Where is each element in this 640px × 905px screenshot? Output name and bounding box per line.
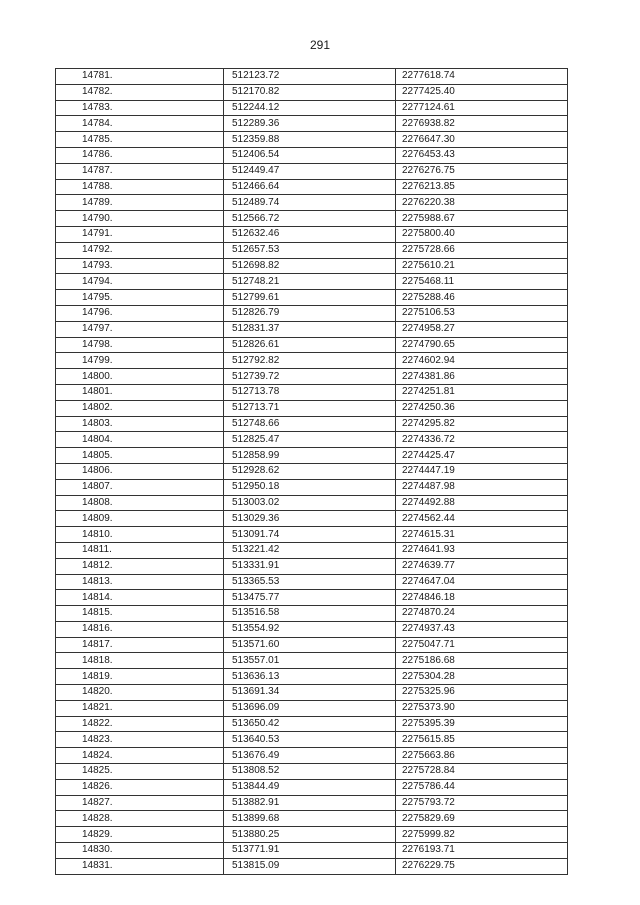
table-row [56, 353, 568, 369]
y-coordinate-cell: 2275395.39 [396, 716, 568, 732]
table-row [56, 574, 568, 590]
point-number-cell: 14800. [56, 369, 224, 385]
y-coordinate-cell: 2275793.72 [396, 795, 568, 811]
table-row [56, 400, 568, 416]
y-coordinate-cell: 2274602.94 [396, 353, 568, 369]
y-coordinate-cell: 2274937.43 [396, 621, 568, 637]
table-row [56, 195, 568, 211]
table-row [56, 621, 568, 637]
y-coordinate-cell: 2274790.65 [396, 337, 568, 353]
point-number-cell: 14809. [56, 511, 224, 527]
point-number-cell: 14783. [56, 100, 224, 116]
x-coordinate-cell: 513650.42 [224, 716, 396, 732]
table-row [56, 132, 568, 148]
point-number-cell: 14827. [56, 795, 224, 811]
x-coordinate-cell: 513696.09 [224, 700, 396, 716]
point-number-cell: 14817. [56, 637, 224, 653]
point-number-cell: 14798. [56, 337, 224, 353]
table-row [56, 448, 568, 464]
x-coordinate-cell: 512713.78 [224, 384, 396, 400]
table-row [56, 653, 568, 669]
x-coordinate-cell: 512698.82 [224, 258, 396, 274]
point-number-cell: 14812. [56, 558, 224, 574]
x-coordinate-cell: 512792.82 [224, 353, 396, 369]
point-number-cell: 14830. [56, 843, 224, 859]
point-number-cell: 14826. [56, 779, 224, 795]
table-row [56, 258, 568, 274]
y-coordinate-cell: 2275106.53 [396, 305, 568, 321]
table-row [56, 84, 568, 100]
x-coordinate-cell: 513554.92 [224, 621, 396, 637]
y-coordinate-cell: 2276229.75 [396, 858, 568, 874]
y-coordinate-cell: 2274870.24 [396, 606, 568, 622]
table-row [56, 274, 568, 290]
x-coordinate-cell: 512799.61 [224, 290, 396, 306]
y-coordinate-cell: 2275304.28 [396, 669, 568, 685]
table-row [56, 369, 568, 385]
x-coordinate-cell: 512566.72 [224, 211, 396, 227]
point-number-cell: 14813. [56, 574, 224, 590]
point-number-cell: 14788. [56, 179, 224, 195]
table-row [56, 685, 568, 701]
y-coordinate-cell: 2275988.67 [396, 211, 568, 227]
x-coordinate-cell: 512632.46 [224, 226, 396, 242]
y-coordinate-cell: 2276220.38 [396, 195, 568, 211]
x-coordinate-cell: 513003.02 [224, 495, 396, 511]
table-row [56, 384, 568, 400]
table-row [56, 748, 568, 764]
y-coordinate-cell: 2275468.11 [396, 274, 568, 290]
x-coordinate-cell: 513516.58 [224, 606, 396, 622]
x-coordinate-cell: 513808.52 [224, 764, 396, 780]
table-row [56, 290, 568, 306]
table-row [56, 305, 568, 321]
y-coordinate-cell: 2276647.30 [396, 132, 568, 148]
y-coordinate-cell: 2276938.82 [396, 116, 568, 132]
point-number-cell: 14794. [56, 274, 224, 290]
point-number-cell: 14784. [56, 116, 224, 132]
y-coordinate-cell: 2274641.93 [396, 542, 568, 558]
table-row [56, 100, 568, 116]
point-number-cell: 14806. [56, 463, 224, 479]
table-row [56, 226, 568, 242]
y-coordinate-cell: 2274846.18 [396, 590, 568, 606]
table-row [56, 716, 568, 732]
table-row [56, 779, 568, 795]
x-coordinate-cell: 512406.54 [224, 147, 396, 163]
table-row [56, 147, 568, 163]
coordinates-table-body [56, 69, 568, 875]
y-coordinate-cell: 2275288.46 [396, 290, 568, 306]
point-number-cell: 14822. [56, 716, 224, 732]
table-row [56, 527, 568, 543]
table-row [56, 479, 568, 495]
x-coordinate-cell: 513636.13 [224, 669, 396, 685]
point-number-cell: 14825. [56, 764, 224, 780]
y-coordinate-cell: 2274250.36 [396, 400, 568, 416]
y-coordinate-cell: 2276213.85 [396, 179, 568, 195]
y-coordinate-cell: 2274958.27 [396, 321, 568, 337]
table-row [56, 858, 568, 874]
x-coordinate-cell: 512825.47 [224, 432, 396, 448]
x-coordinate-cell: 512858.99 [224, 448, 396, 464]
x-coordinate-cell: 512826.79 [224, 305, 396, 321]
table-row [56, 795, 568, 811]
y-coordinate-cell: 2277618.74 [396, 69, 568, 85]
x-coordinate-cell: 512950.18 [224, 479, 396, 495]
table-row [56, 542, 568, 558]
y-coordinate-cell: 2274562.44 [396, 511, 568, 527]
y-coordinate-cell: 2275728.84 [396, 764, 568, 780]
x-coordinate-cell: 512831.37 [224, 321, 396, 337]
point-number-cell: 14804. [56, 432, 224, 448]
table-row [56, 732, 568, 748]
point-number-cell: 14831. [56, 858, 224, 874]
x-coordinate-cell: 512713.71 [224, 400, 396, 416]
point-number-cell: 14801. [56, 384, 224, 400]
y-coordinate-cell: 2276453.43 [396, 147, 568, 163]
x-coordinate-cell: 512244.12 [224, 100, 396, 116]
x-coordinate-cell: 513815.09 [224, 858, 396, 874]
y-coordinate-cell: 2275610.21 [396, 258, 568, 274]
x-coordinate-cell: 512449.47 [224, 163, 396, 179]
table-row [56, 463, 568, 479]
y-coordinate-cell: 2274639.77 [396, 558, 568, 574]
table-row [56, 242, 568, 258]
point-number-cell: 14811. [56, 542, 224, 558]
point-number-cell: 14805. [56, 448, 224, 464]
x-coordinate-cell: 512170.82 [224, 84, 396, 100]
y-coordinate-cell: 2276276.75 [396, 163, 568, 179]
x-coordinate-cell: 512739.72 [224, 369, 396, 385]
y-coordinate-cell: 2275786.44 [396, 779, 568, 795]
point-number-cell: 14789. [56, 195, 224, 211]
x-coordinate-cell: 513882.91 [224, 795, 396, 811]
point-number-cell: 14787. [56, 163, 224, 179]
x-coordinate-cell: 513221.42 [224, 542, 396, 558]
x-coordinate-cell: 513365.53 [224, 574, 396, 590]
y-coordinate-cell: 2274447.19 [396, 463, 568, 479]
point-number-cell: 14821. [56, 700, 224, 716]
table-row [56, 495, 568, 511]
x-coordinate-cell: 513475.77 [224, 590, 396, 606]
point-number-cell: 14802. [56, 400, 224, 416]
x-coordinate-cell: 513691.34 [224, 685, 396, 701]
x-coordinate-cell: 513880.25 [224, 827, 396, 843]
point-number-cell: 14820. [56, 685, 224, 701]
x-coordinate-cell: 513899.68 [224, 811, 396, 827]
y-coordinate-cell: 2275999.82 [396, 827, 568, 843]
point-number-cell: 14781. [56, 69, 224, 85]
table-row [56, 590, 568, 606]
point-number-cell: 14823. [56, 732, 224, 748]
point-number-cell: 14810. [56, 527, 224, 543]
point-number-cell: 14814. [56, 590, 224, 606]
y-coordinate-cell: 2275615.85 [396, 732, 568, 748]
y-coordinate-cell: 2274492.88 [396, 495, 568, 511]
point-number-cell: 14824. [56, 748, 224, 764]
point-number-cell: 14797. [56, 321, 224, 337]
y-coordinate-cell: 2274615.31 [396, 527, 568, 543]
y-coordinate-cell: 2277425.40 [396, 84, 568, 100]
table-row [56, 511, 568, 527]
y-coordinate-cell: 2274295.82 [396, 416, 568, 432]
point-number-cell: 14791. [56, 226, 224, 242]
y-coordinate-cell: 2275663.86 [396, 748, 568, 764]
x-coordinate-cell: 512466.64 [224, 179, 396, 195]
y-coordinate-cell: 2275186.68 [396, 653, 568, 669]
table-row [56, 116, 568, 132]
y-coordinate-cell: 2277124.61 [396, 100, 568, 116]
x-coordinate-cell: 513029.36 [224, 511, 396, 527]
y-coordinate-cell: 2275373.90 [396, 700, 568, 716]
point-number-cell: 14816. [56, 621, 224, 637]
table-row [56, 669, 568, 685]
y-coordinate-cell: 2274647.04 [396, 574, 568, 590]
table-row [56, 69, 568, 85]
page-number: 291 [309, 38, 331, 52]
y-coordinate-cell: 2274381.86 [396, 369, 568, 385]
y-coordinate-cell: 2275325.96 [396, 685, 568, 701]
point-number-cell: 14828. [56, 811, 224, 827]
x-coordinate-cell: 513771.91 [224, 843, 396, 859]
point-number-cell: 14807. [56, 479, 224, 495]
x-coordinate-cell: 512359.88 [224, 132, 396, 148]
y-coordinate-cell: 2274425.47 [396, 448, 568, 464]
y-coordinate-cell: 2274251.81 [396, 384, 568, 400]
x-coordinate-cell: 512123.72 [224, 69, 396, 85]
x-coordinate-cell: 513676.49 [224, 748, 396, 764]
x-coordinate-cell: 513571.60 [224, 637, 396, 653]
point-number-cell: 14782. [56, 84, 224, 100]
point-number-cell: 14796. [56, 305, 224, 321]
point-number-cell: 14815. [56, 606, 224, 622]
table-row [56, 827, 568, 843]
table-row [56, 700, 568, 716]
point-number-cell: 14792. [56, 242, 224, 258]
table-row [56, 211, 568, 227]
x-coordinate-cell: 512826.61 [224, 337, 396, 353]
x-coordinate-cell: 513557.01 [224, 653, 396, 669]
table-row [56, 321, 568, 337]
x-coordinate-cell: 513091.74 [224, 527, 396, 543]
point-number-cell: 14803. [56, 416, 224, 432]
point-number-cell: 14786. [56, 147, 224, 163]
table-row [56, 764, 568, 780]
y-coordinate-cell: 2274336.72 [396, 432, 568, 448]
x-coordinate-cell: 512748.21 [224, 274, 396, 290]
x-coordinate-cell: 512748.66 [224, 416, 396, 432]
point-number-cell: 14790. [56, 211, 224, 227]
table-row [56, 811, 568, 827]
point-number-cell: 14829. [56, 827, 224, 843]
point-number-cell: 14808. [56, 495, 224, 511]
table-row [56, 163, 568, 179]
point-number-cell: 14795. [56, 290, 224, 306]
y-coordinate-cell: 2276193.71 [396, 843, 568, 859]
coordinates-table [55, 68, 568, 875]
table-row [56, 637, 568, 653]
table-row [56, 606, 568, 622]
table-row [56, 843, 568, 859]
x-coordinate-cell: 512289.36 [224, 116, 396, 132]
y-coordinate-cell: 2275800.40 [396, 226, 568, 242]
x-coordinate-cell: 512657.53 [224, 242, 396, 258]
point-number-cell: 14819. [56, 669, 224, 685]
x-coordinate-cell: 512489.74 [224, 195, 396, 211]
x-coordinate-cell: 513844.49 [224, 779, 396, 795]
table-row [56, 179, 568, 195]
y-coordinate-cell: 2275829.69 [396, 811, 568, 827]
table-row [56, 432, 568, 448]
table-row [56, 558, 568, 574]
point-number-cell: 14793. [56, 258, 224, 274]
point-number-cell: 14799. [56, 353, 224, 369]
table-row [56, 337, 568, 353]
y-coordinate-cell: 2275047.71 [396, 637, 568, 653]
y-coordinate-cell: 2274487.98 [396, 479, 568, 495]
table-row [56, 416, 568, 432]
point-number-cell: 14785. [56, 132, 224, 148]
point-number-cell: 14818. [56, 653, 224, 669]
x-coordinate-cell: 513640.53 [224, 732, 396, 748]
x-coordinate-cell: 512928.62 [224, 463, 396, 479]
x-coordinate-cell: 513331.91 [224, 558, 396, 574]
y-coordinate-cell: 2275728.66 [396, 242, 568, 258]
